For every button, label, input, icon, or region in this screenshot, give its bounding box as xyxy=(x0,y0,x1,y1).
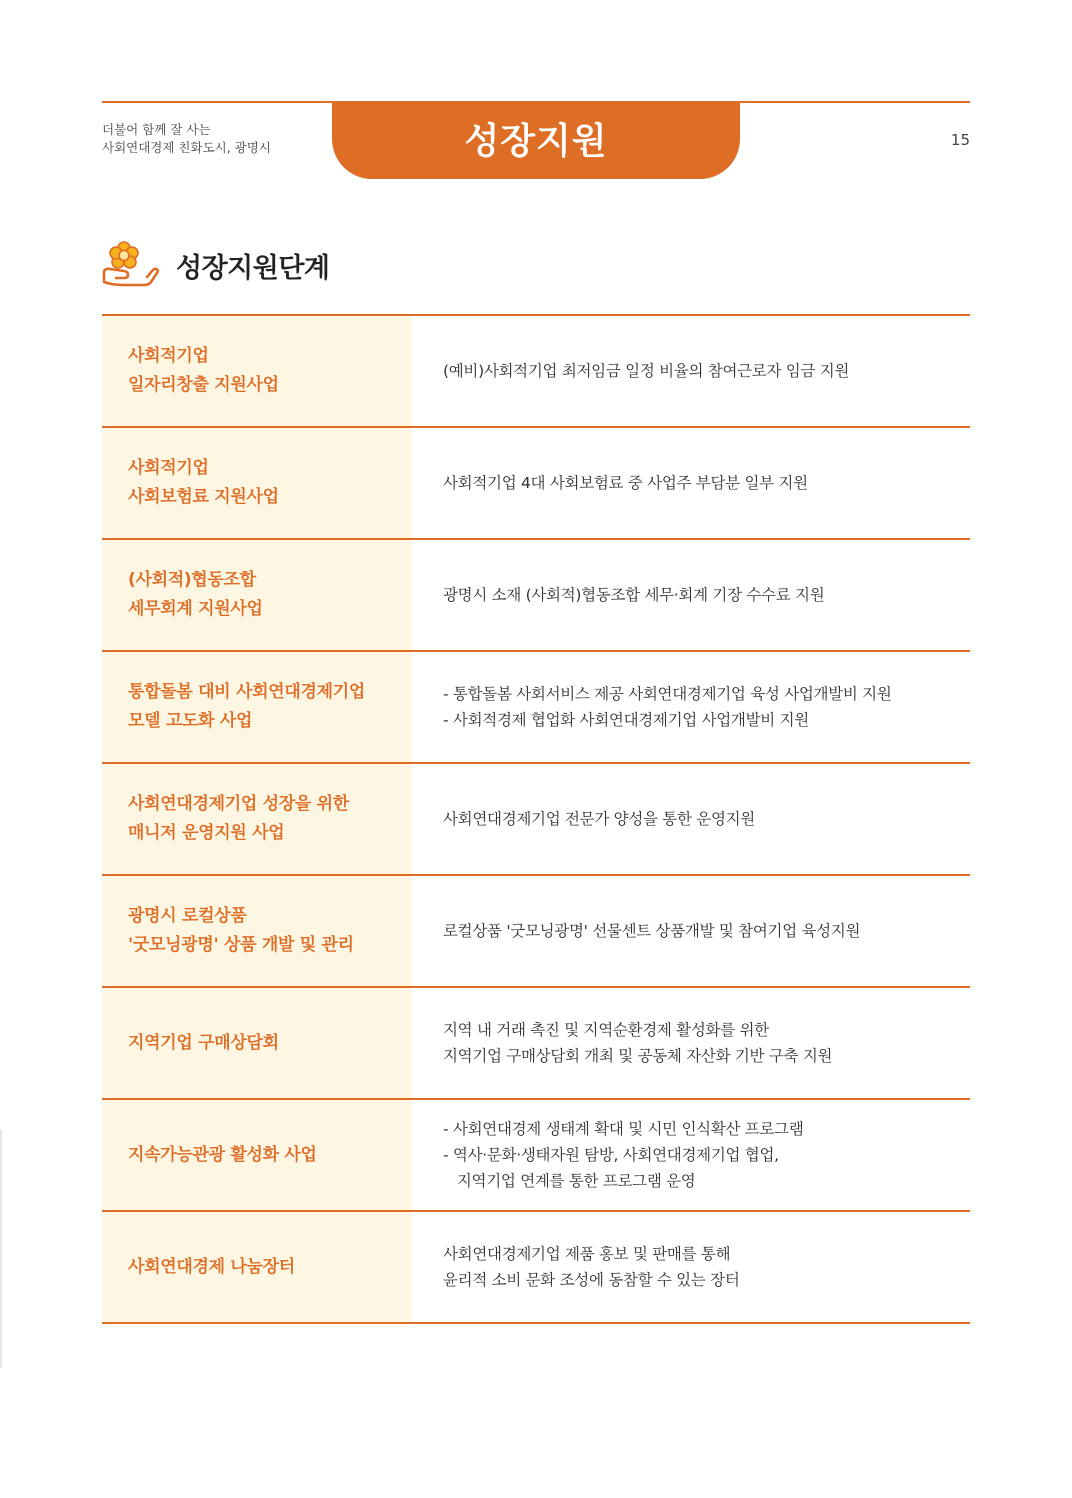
program-description-line: 광명시 소재 (사회적)협동조합 세무·회계 기장 수수료 지원 xyxy=(443,586,825,604)
program-name-line: '굿모닝광명' 상품 개발 및 관리 xyxy=(128,935,354,955)
program-name-line: 사회연대경제 나눔장터 xyxy=(128,1256,295,1277)
program-description-cell xyxy=(412,1212,970,1322)
program-description-line: (예비)사회적기업 최저임금 일정 비율의 참여근로자 임금 지원 xyxy=(443,362,850,380)
table-row xyxy=(102,1212,970,1324)
program-description-line: 로컬상품 '굿모닝광명' 선물센트 상품개발 및 참여기업 육성지원 xyxy=(443,922,861,940)
program-description-cell xyxy=(412,876,970,986)
program-name-line: 모델 고도화 사업 xyxy=(128,711,253,731)
program-name-line: 사회적기업 xyxy=(128,346,209,366)
program-description-cell xyxy=(412,428,970,538)
program-description-line: 사회연대경제기업 제품 홍보 및 판매를 통해 xyxy=(443,1245,731,1263)
page-number: 15 xyxy=(950,131,970,149)
program-name-cell xyxy=(102,876,412,986)
program-name-cell xyxy=(102,1100,412,1210)
program-description-cell xyxy=(412,316,970,426)
program-description-line: 지역기업 연계를 통한 프로그램 운영 xyxy=(443,1172,696,1190)
program-description-line: 사회연대경제기업 전문가 양성을 통한 운영지원 xyxy=(443,810,755,828)
table-row xyxy=(102,876,970,988)
table-row xyxy=(102,764,970,876)
page-edge-mark xyxy=(0,1130,2,1368)
program-name-cell xyxy=(102,1212,412,1322)
program-name-cell xyxy=(102,316,412,426)
header-slogan xyxy=(102,121,271,157)
program-description-line: - 사회적경제 협업화 사회연대경제기업 사업개발비 지원 xyxy=(443,711,809,729)
program-description-cell xyxy=(412,764,970,874)
program-name-line: 지역기업 구매상담회 xyxy=(128,1032,279,1053)
program-description-cell xyxy=(412,652,970,762)
program-name-cell xyxy=(102,540,412,650)
program-name-line: 통합돌봄 대비 사회연대경제기업 xyxy=(128,682,365,702)
program-description-line: 사회적기업 4대 사회보험료 중 사업주 부담분 일부 지원 xyxy=(443,474,808,492)
section-heading xyxy=(102,240,330,290)
table-row xyxy=(102,652,970,764)
program-name-line: (사회적)협동조합 xyxy=(128,570,256,590)
program-name-line: 사회보험료 지원사업 xyxy=(128,487,279,507)
flower-hand-icon xyxy=(102,240,160,290)
program-name-line: 사회적기업 xyxy=(128,458,209,478)
program-name-cell xyxy=(102,764,412,874)
program-description-line: - 통합돌봄 사회서비스 제공 사회연대경제기업 육성 사업개발비 지원 xyxy=(443,685,892,703)
table-row xyxy=(102,988,970,1100)
program-description-line: - 역사·문화·생태자원 탐방, 사회연대경제기업 협업, xyxy=(443,1146,779,1164)
slogan-line-2: 사회연대경제 친화도시, 광명시 xyxy=(102,140,271,155)
program-description-line: 윤리적 소비 문화 조성에 동참할 수 있는 장터 xyxy=(443,1271,740,1289)
section-title: 성장지원단계 xyxy=(176,252,330,284)
chapter-title: 성장지원 xyxy=(464,120,608,162)
program-name-cell xyxy=(102,428,412,538)
slogan-line-1: 더불어 함께 잘 사는 xyxy=(102,122,211,137)
program-name-line: 일자리창출 지원사업 xyxy=(128,375,279,395)
program-name-line: 지속가능관광 활성화 사업 xyxy=(128,1144,317,1165)
program-description-line: - 사회연대경제 생태계 확대 및 시민 인식확산 프로그램 xyxy=(443,1120,804,1138)
program-description-cell xyxy=(412,540,970,650)
table-row xyxy=(102,428,970,540)
table-row xyxy=(102,540,970,652)
table-row xyxy=(102,1100,970,1212)
table-row xyxy=(102,316,970,428)
program-name-line: 매니저 운영지원 사업 xyxy=(128,823,285,843)
program-description-line: 지역 내 거래 촉진 및 지역순환경제 활성화를 위한 xyxy=(443,1021,769,1039)
program-name-cell xyxy=(102,988,412,1098)
support-program-table xyxy=(102,314,970,1324)
program-name-line: 광명시 로컬상품 xyxy=(128,906,247,926)
program-description-line: 지역기업 구매상담회 개최 및 공동체 자산화 기반 구축 지원 xyxy=(443,1047,833,1065)
program-name-line: 사회연대경제기업 성장을 위한 xyxy=(128,794,349,814)
program-name-line: 세무회계 지원사업 xyxy=(128,599,263,619)
program-name-cell xyxy=(102,652,412,762)
program-description-cell xyxy=(412,988,970,1098)
program-description-cell xyxy=(412,1100,970,1210)
chapter-tab xyxy=(332,101,740,179)
